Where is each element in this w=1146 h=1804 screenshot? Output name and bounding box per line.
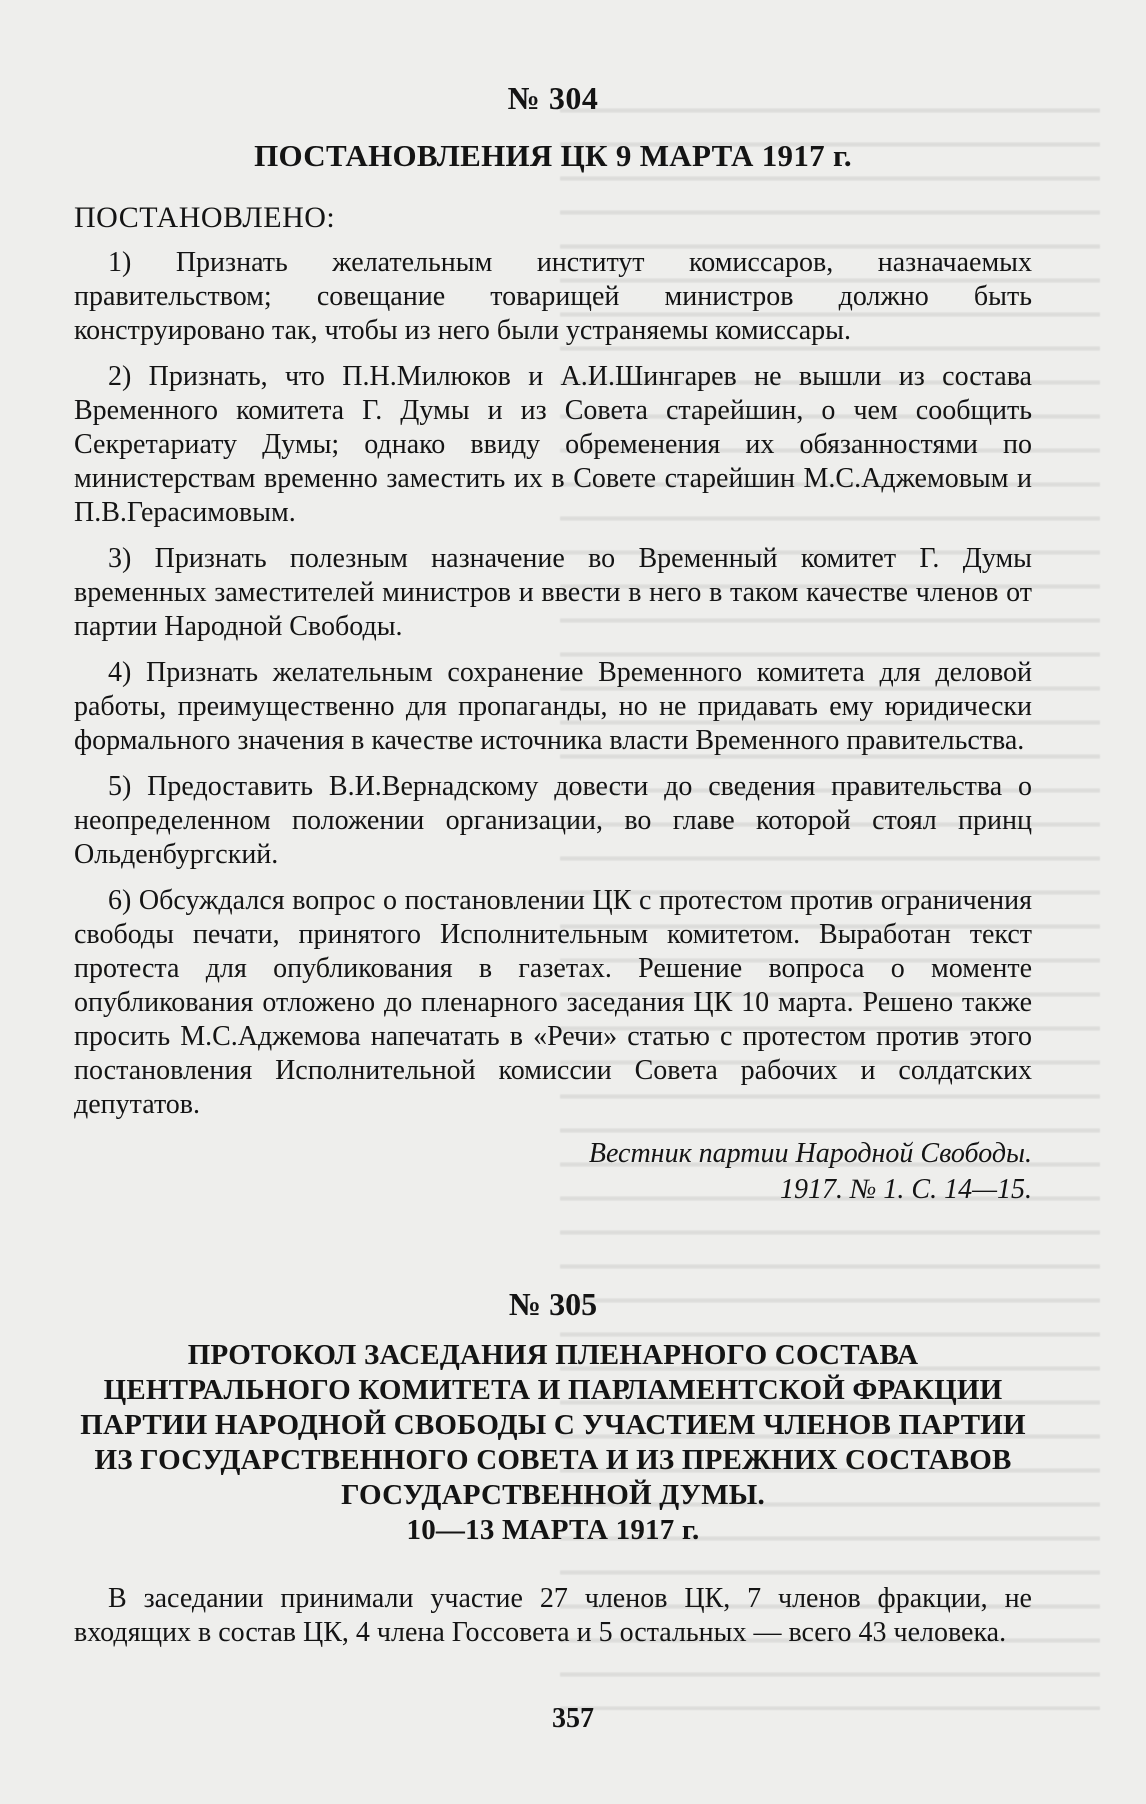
source-citation [74, 1136, 1032, 1208]
source-citation-line-2: 1917. № 1. С. 14—15. [780, 1174, 1032, 1205]
resolution-4: 4) Признать желательным сохранение Временного комитета для деловой работы, преимущественно для пропаганды, но не придавать ему юридически формального значения в качестве источника власти Временного правительства. [74, 657, 1032, 756]
page-number: 357 [552, 1703, 594, 1734]
page-content [74, 78, 1032, 1662]
resolution-2: 2) Признать, что П.Н.Милюков и А.И.Шингарев не вышли из состава Временного комитета Г. Думы и из Совета старейшин, о чем сообщить Секретариату Думы; однако ввиду обременения их обязанностями по министерствам временно заместить их в Совете старейшин М.С.Аджемовым и П.В.Герасимовым. [74, 361, 1032, 528]
document-305-date: 10—13 МАРТА 1917 г. [406, 1514, 700, 1546]
resolution-5: 5) Предоставить В.И.Вернадскому довести до сведения правительства о неопределенном положении организации, во главе которой стоял принц Ольденбургский. [74, 771, 1032, 870]
document-305-paragraph: В заседании принимали участие 27 членов ЦК, 7 членов фракции, не входящих в состав ЦК, 4 члена Госсовета и 5 остальных — всего 43 человека. [74, 1583, 1032, 1648]
resolution-6: 6) Обсуждался вопрос о постановлении ЦК с протестом против ограничения свободы печати, принятого Исполнительным комитетом. Выработан текст протеста для опубликования в газетах. Решение вопроса о моменте опубликования отложено до пленарного заседания ЦК 10 марта. Решено также просить М.С.Аджемова напечатать в «Речи» статью с протестом против этого постановления Исполнительной комиссии Совета рабочих и солдатских депутатов. [74, 885, 1032, 1120]
document-304-number: № 304 [507, 80, 599, 116]
document-305-title-block [74, 1338, 1032, 1548]
document-305-title: ПРОТОКОЛ ЗАСЕДАНИЯ ПЛЕНАРНОГО СОСТАВА ЦЕНТРАЛЬНОГО КОМИТЕТА И ПАРЛАМЕНТСКОЙ ФРАКЦИИ ПАРТИИ НАРОДНОЙ СВОБОДЫ С УЧАСТИЕМ ЧЛЕНОВ ПАРТИИ ИЗ ГОСУДАРСТВЕННОГО СОВЕТА И ИЗ ПРЕЖНИХ СОСТАВОВ ГОСУДАРСТВЕННОЙ ДУМЫ. [80, 1339, 1026, 1511]
document-304-title: ПОСТАНОВЛЕНИЯ ЦК 9 МАРТА 1917 г. [254, 138, 852, 173]
resolution-3: 3) Признать полезным назначение во Временный комитет Г. Думы временных заместителей министров и ввести в него в таком качестве членов от партии Народной Свободы. [74, 543, 1032, 642]
document-305-number: № 305 [508, 1286, 598, 1322]
resolved-heading: ПОСТАНОВЛЕНО: [74, 201, 336, 234]
source-citation-line-1: Вестник партии Народной Свободы. [588, 1138, 1032, 1169]
resolution-1: 1) Признать желательным институт комиссаров, назначаемых правительством; совещание товарищей министров должно быть конструировано так, чтобы из него были устраняемы комиссары. [74, 247, 1032, 346]
